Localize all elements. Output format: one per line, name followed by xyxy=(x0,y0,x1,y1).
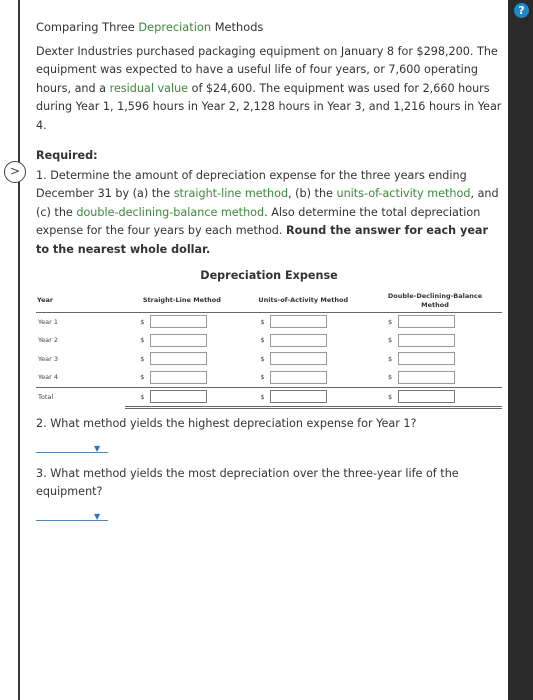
row-label: Year 4 xyxy=(38,373,58,381)
straight-line-term-link[interactable]: straight-line method xyxy=(173,187,289,200)
dollar-sign: $ xyxy=(260,317,265,326)
total-label: Total xyxy=(36,387,125,408)
units-of-activity-term-link[interactable]: units-of-activity method xyxy=(336,187,471,200)
ddb-year4-input[interactable] xyxy=(398,371,455,384)
depreciation-term-link[interactable]: Depreciation xyxy=(138,20,212,34)
dollar-sign: $ xyxy=(140,392,145,401)
sl-total-input[interactable] xyxy=(150,390,207,403)
row-label: Year 1 xyxy=(38,317,58,326)
row-label: Year 3 xyxy=(38,354,58,363)
title-prefix: Comparing Three xyxy=(36,20,139,34)
question-2: 2. What method yields the highest depreciation expense for Year 1? xyxy=(36,417,417,430)
dollar-sign: $ xyxy=(388,373,393,381)
dollar-sign: $ xyxy=(140,336,145,344)
q1-text-d: . Also determine the total depreciation expense for the four years by each method. xyxy=(36,205,481,237)
dollar-sign: $ xyxy=(260,392,265,401)
row-label: Year 2 xyxy=(38,336,58,344)
q1-text-b: , (b) the xyxy=(288,187,337,200)
table-row xyxy=(36,331,502,350)
table-row xyxy=(36,368,502,387)
double-declining-term-link[interactable]: double-declining-balance method xyxy=(76,205,265,219)
question-3: 3. What method yields the most depreciation over the three-year life of the equipment? xyxy=(36,466,459,498)
problem-content xyxy=(36,18,502,533)
required-heading: Required: xyxy=(36,149,98,162)
chevron-down-icon: ▼ xyxy=(94,443,101,453)
ua-total-input[interactable] xyxy=(270,390,327,403)
dollar-sign: $ xyxy=(388,317,393,326)
dollar-sign: $ xyxy=(260,354,265,363)
problem-intro xyxy=(36,43,502,136)
ua-year1-input[interactable] xyxy=(270,315,327,328)
expand-arrow-icon[interactable]: > xyxy=(4,161,26,183)
question-1 xyxy=(36,167,502,260)
dollar-sign: $ xyxy=(260,336,265,344)
help-icon[interactable]: ? xyxy=(514,3,529,18)
q3-method-select[interactable] xyxy=(36,506,108,521)
dollar-sign: $ xyxy=(388,354,393,363)
title-suffix: Methods xyxy=(211,20,264,34)
table-title: Depreciation Expense xyxy=(200,269,338,282)
problem-panel xyxy=(18,0,512,700)
problem-title xyxy=(36,18,502,37)
dollar-sign: $ xyxy=(140,354,145,363)
q1-rounding-instruction: Round the answer for each year to the nearest whole dollar. xyxy=(36,224,488,256)
sl-year3-input[interactable] xyxy=(150,352,207,365)
dollar-sign: $ xyxy=(260,373,265,381)
dollar-sign: $ xyxy=(140,373,145,381)
header-units-of-activity: Units-of-Activity Method xyxy=(238,290,368,313)
intro-text-1: Dexter Industries purchased packaging equipment on January 8 for $298,200. The equipment was expected to have a useful life of four years, or 7,600 operating hours, and a xyxy=(36,44,498,95)
header-double-declining: Double-Declining-Balance Method xyxy=(368,290,502,313)
chevron-down-icon: ▼ xyxy=(94,511,101,521)
ua-year4-input[interactable] xyxy=(270,371,327,384)
ddb-total-input[interactable] xyxy=(398,390,455,403)
ua-year2-input[interactable] xyxy=(270,334,327,347)
right-toolbar xyxy=(508,0,533,700)
intro-text-2: of $24,600. The equipment was used for 2,660 hours during Year 1, 1,596 hours in Year 2, 2,128 hours in Year 3, and 1,216 hours in Year 4. xyxy=(36,81,502,132)
sl-year4-input[interactable] xyxy=(150,371,207,384)
sl-year1-input[interactable] xyxy=(150,315,207,328)
ua-year3-input[interactable] xyxy=(270,352,327,365)
ddb-year3-input[interactable] xyxy=(398,352,455,365)
dollar-sign: $ xyxy=(388,336,393,344)
q1-text-a: 1. Determine the amount of depreciation expense for the three years ending December 31 by (a) the xyxy=(36,168,467,200)
sl-year2-input[interactable] xyxy=(150,334,207,347)
total-row xyxy=(36,387,502,408)
q2-method-select[interactable] xyxy=(36,438,108,453)
residual-value-term-link[interactable]: residual value xyxy=(109,81,189,95)
depreciation-table xyxy=(36,290,502,410)
header-straight-line: Straight-Line Method xyxy=(125,290,238,313)
ddb-year2-input[interactable] xyxy=(398,334,455,347)
table-header-row xyxy=(36,290,502,313)
dollar-sign: $ xyxy=(388,392,393,401)
table-row xyxy=(36,312,502,331)
q1-text-c: , and (c) the xyxy=(36,187,499,219)
table-row xyxy=(36,350,502,369)
dollar-sign: $ xyxy=(140,317,145,326)
ddb-year1-input[interactable] xyxy=(398,315,455,328)
header-year: Year xyxy=(36,290,125,313)
